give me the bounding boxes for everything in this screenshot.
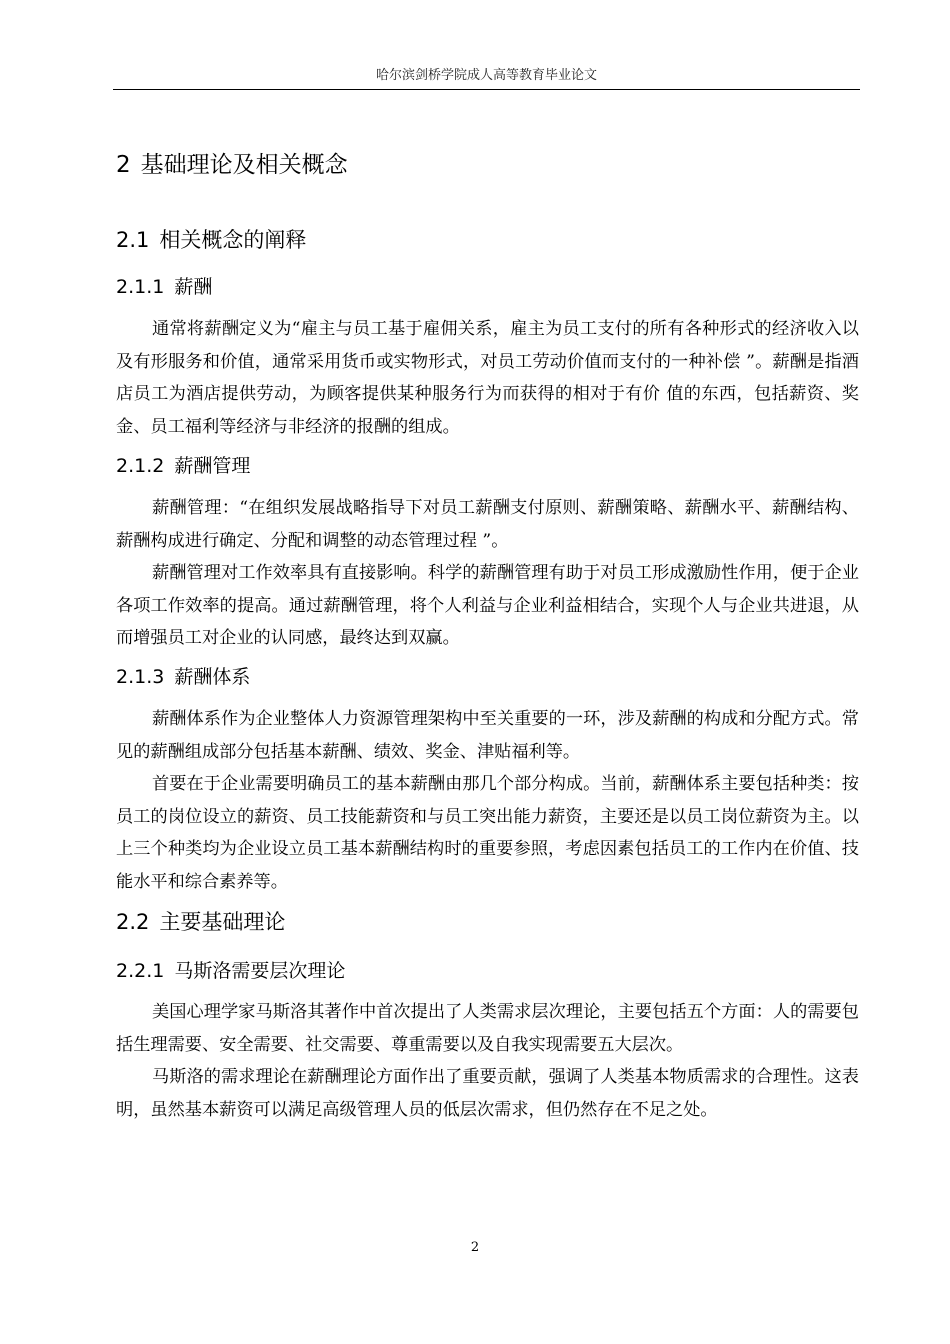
subsection-title: 薪酬管理: [174, 455, 251, 477]
section-heading-2-2: [116, 906, 285, 936]
chapter-number: 2: [116, 152, 131, 178]
subsection-number: 2.1.1: [116, 276, 165, 298]
section-heading-2-1: [116, 224, 306, 254]
page-header: 哈尔滨剑桥学院成人高等教育毕业论文: [375, 68, 597, 83]
section-number: 2.2: [116, 910, 150, 934]
subsection-number: 2.2.1: [116, 960, 165, 982]
chapter-title: 基础理论及相关概念: [140, 152, 348, 178]
subsection-heading-2-1-1: [116, 272, 212, 299]
chapter-heading: [116, 146, 348, 179]
section-title: 相关概念的阐释: [159, 228, 307, 252]
paragraph: 通常将薪酬定义为“雇主与员工基于雇佣关系，雇主为员工支付的所有各种形式的经济收入以及有形服务和价值，通常采用货币或实物形式，对员工劳动价值而支付的一种补偿 ”。薪酬是指酒店员工为酒店提供劳动，为顾客提供某种服务行为而获得的相对于有价 值的东西，包括薪资、奖金、员工福利等经济与非经济的报酬的组成。: [116, 319, 859, 437]
subsection-title: 薪酬体系: [174, 666, 251, 688]
paragraph: 美国心理学家马斯洛其著作中首次提出了人类需求层次理论，主要包括五个方面：人的需要包括生理需要、安全需要、社交需要、尊重需要以及自我实现需要五大层次。: [116, 1002, 859, 1055]
paragraph: 薪酬管理对工作效率具有直接影响。科学的薪酬管理有助于对员工形成激励性作用，便于企业各项工作效率的提高。通过薪酬管理，将个人利益与企业利益相结合，实现个人与企业共进退，从而增强员工对企业的认同感，最终达到双赢。: [116, 563, 859, 648]
subsection-heading-2-1-3: [116, 662, 250, 689]
subsection-heading-2-1-2: [116, 451, 250, 478]
paragraph: 薪酬管理：“在组织发展战略指导下对员工薪酬支付原则、薪酬策略、薪酬水平、薪酬结构、薪酬构成进行确定、分配和调整的动态管理过程 ”。: [116, 498, 859, 551]
header-rule: [113, 89, 860, 90]
subsection-title: 薪酬: [174, 276, 213, 298]
subsection-title: 马斯洛需要层次理论: [174, 960, 346, 982]
paragraph: 马斯洛的需求理论在薪酬理论方面作出了重要贡献，强调了人类基本物质需求的合理性。这表明，虽然基本薪资可以满足高级管理人员的低层次需求，但仍然存在不足之处。: [116, 1067, 859, 1120]
paragraph: 薪酬体系作为企业整体人力资源管理架构中至关重要的一环，涉及薪酬的构成和分配方式。常见的薪酬组成部分包括基本薪酬、绩效、奖金、津贴福利等。: [116, 709, 859, 762]
subsection-heading-2-2-1: [116, 956, 345, 983]
section-title: 主要基础理论: [159, 910, 286, 934]
page-number: 2: [470, 1240, 480, 1255]
subsection-number: 2.1.3: [116, 666, 165, 688]
section-number: 2.1: [116, 228, 150, 252]
paragraph: 首要在于企业需要明确员工的基本薪酬由那几个部分构成。当前，薪酬体系主要包括种类：按员工的岗位设立的薪资、员工技能薪资和与员工突出能力薪资，主要还是以员工岗位薪资为主。以上三个种类均为企业设立员工基本薪酬结构时的重要参照，考虑因素包括员工的工作内在价值、技能水平和综合素养等。: [116, 774, 859, 892]
subsection-number: 2.1.2: [116, 455, 165, 477]
